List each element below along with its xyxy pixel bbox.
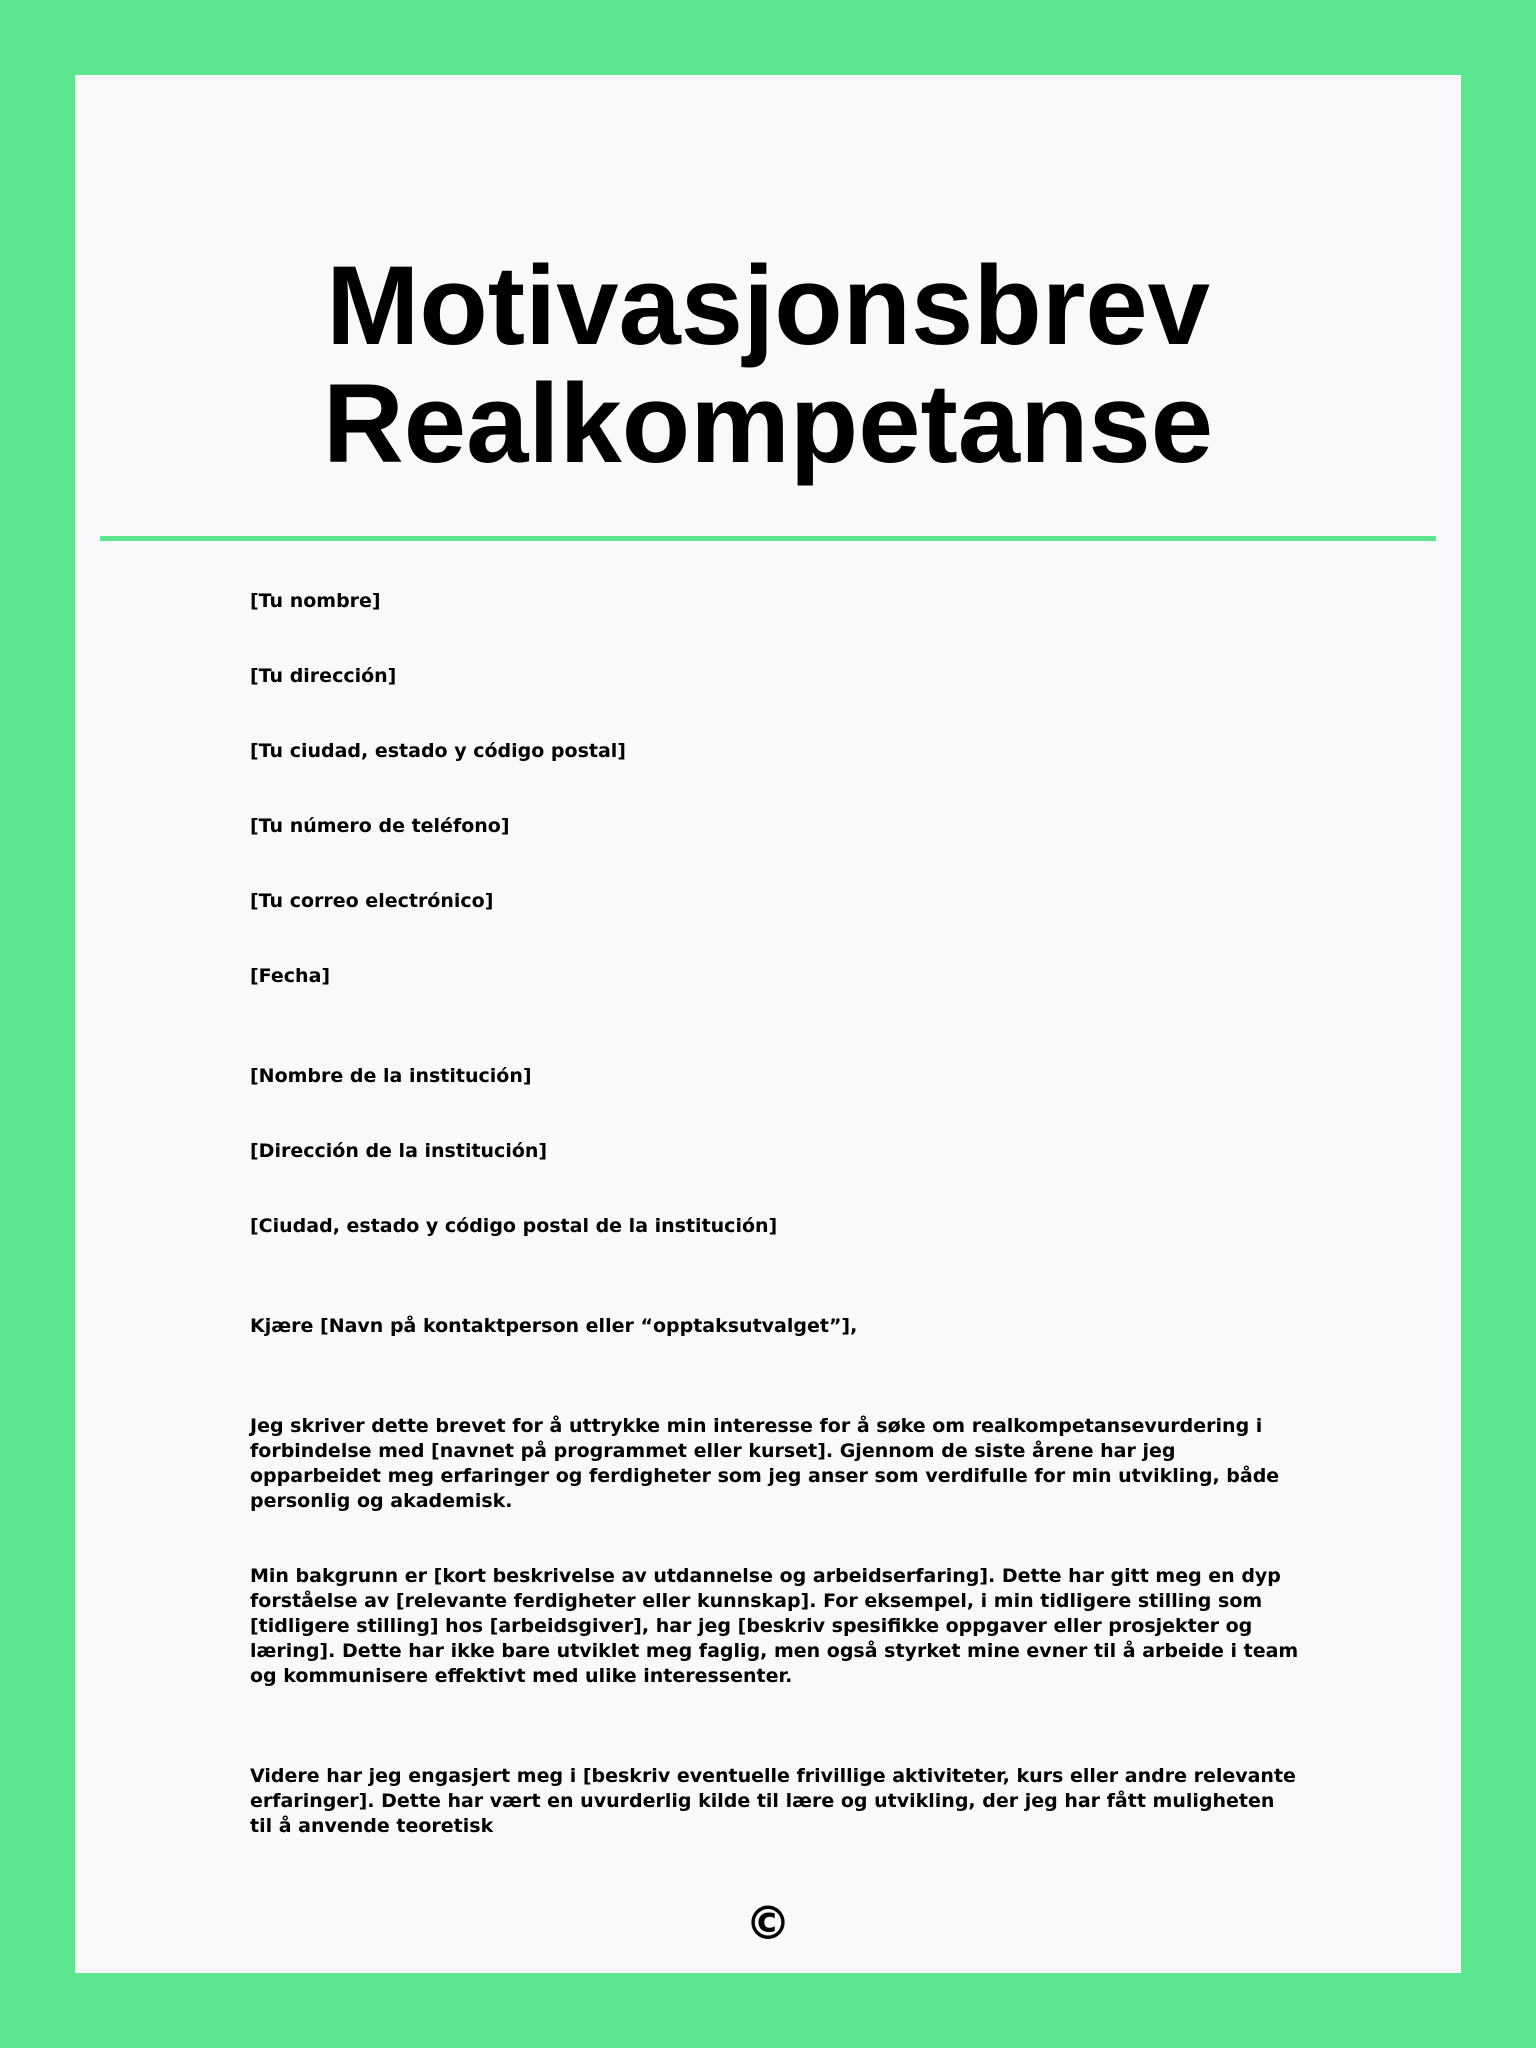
recipient-address: [Dirección de la institución]	[250, 1140, 548, 1162]
recipient-city: [Ciudad, estado y código postal de la institución]	[250, 1215, 778, 1237]
document-title	[75, 243, 1461, 486]
sender-email: [Tu correo electrónico]	[250, 890, 494, 912]
letter-paragraph-1: Jeg skriver dette brevet for å uttrykke min interesse for å søke om realkompetansevurdering i forbindelse med [navnet på programmet eller kurset]. Gjennom de siste årene har jeg opparbeidet meg erfaringer og ferdigheter som jeg anser som verdifulle for min utvikling, både personlig og akademisk.	[250, 1415, 1280, 1512]
letter-paragraph-2: Min bakgrunn er [kort beskrivelse av utdannelse og arbeidserfaring]. Dette har gitt meg en dyp forståelse av [relevante ferdigheter eller kunnskap]. For eksempel, i min tidligere stilling som [tidligere stilling] hos [arbeidsgiver], har jeg [beskriv spesifikke oppgaver eller prosjekter og læring]. Dette har ikke bare utviklet meg faglig, men også styrket mine evner til å arbeide i team og kommunisere effektivt med ulike interessenter.	[250, 1565, 1299, 1687]
title-line-1: Motivasjonsbrev	[326, 243, 1210, 368]
sender-phone: [Tu número de teléfono]	[250, 815, 510, 837]
title-line-2: Realkompetanse	[322, 361, 1214, 486]
copyright-icon: ©	[745, 1896, 791, 1950]
letter-paragraph-3: Videre har jeg engasjert meg i [beskriv eventuelle frivillige aktiviteter, kurs eller andre relevante erfaringer]. Dette har vært en uvurderlig kilde til lære og utvikling, der jeg har fått muligheten til å anvende teoretisk	[250, 1765, 1296, 1837]
sender-city: [Tu ciudad, estado y código postal]	[250, 740, 626, 762]
document-page	[75, 75, 1461, 1973]
letter-greeting: Kjære [Navn på kontaktperson eller “opptaksutvalget”],	[250, 1315, 858, 1337]
sender-name: [Tu nombre]	[250, 590, 381, 612]
title-divider	[100, 536, 1436, 541]
sender-address: [Tu dirección]	[250, 665, 397, 687]
recipient-institution: [Nombre de la institución]	[250, 1065, 532, 1087]
letter-date: [Fecha]	[250, 965, 331, 987]
